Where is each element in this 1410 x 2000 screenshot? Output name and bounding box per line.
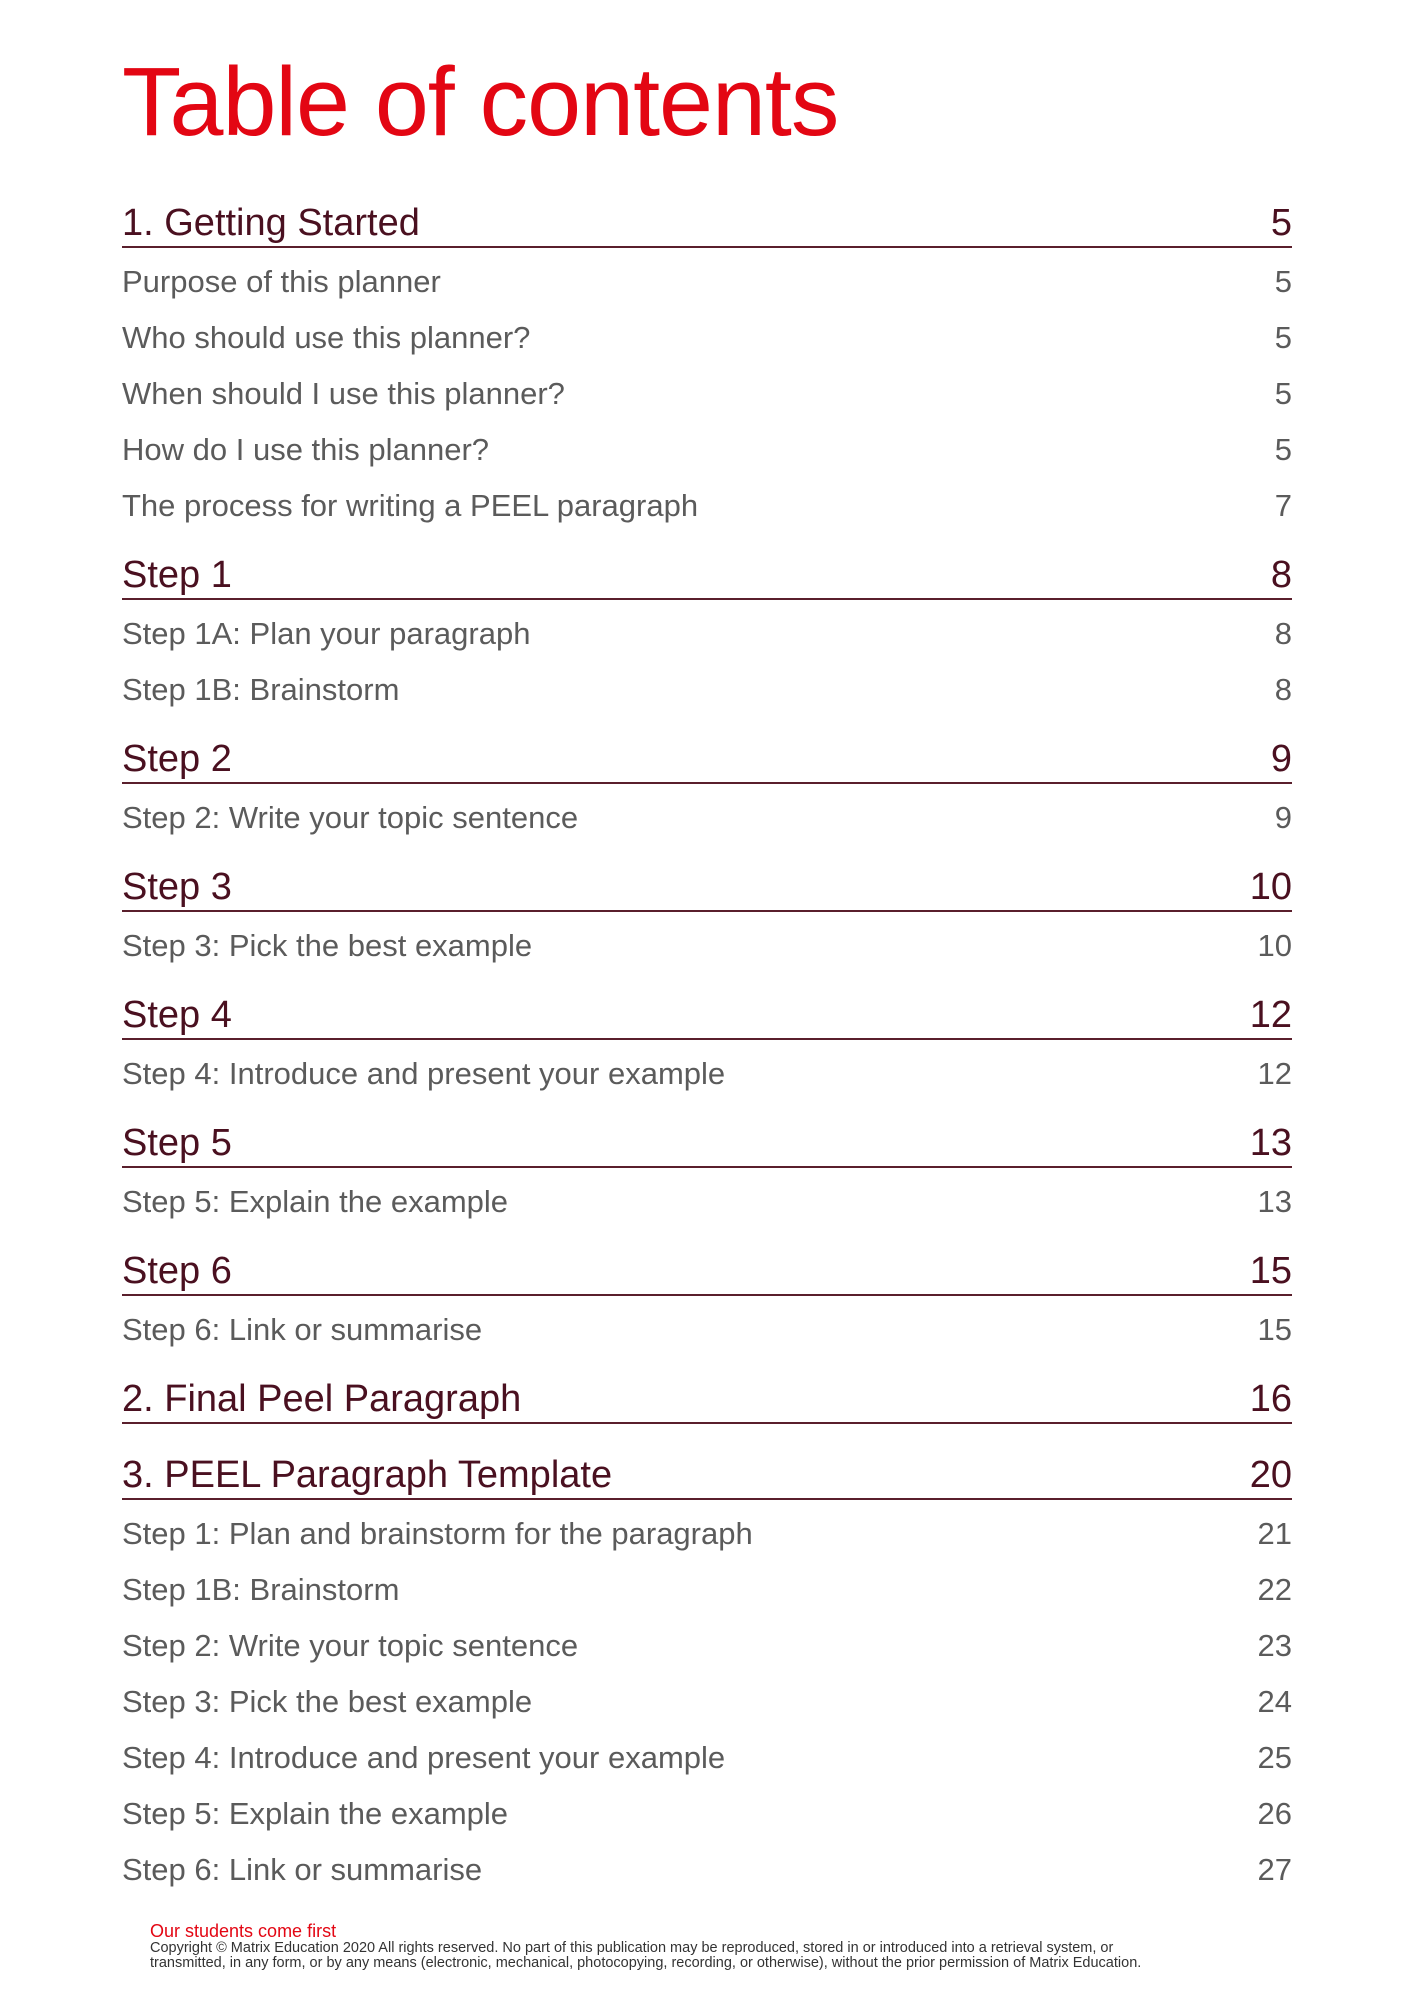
toc-entry[interactable] [122, 1562, 1292, 1618]
toc-subsection-list [122, 254, 1292, 534]
toc-entry[interactable] [122, 478, 1292, 534]
entry-title: When should I use this planner? [122, 376, 565, 411]
entry-page-number: 26 [1257, 1796, 1292, 1831]
entry-page-number: 10 [1257, 928, 1292, 963]
entry-title: Step 5: Explain the example [122, 1796, 509, 1831]
entry-page-number: 24 [1257, 1684, 1292, 1719]
toc-subsection-list [122, 1506, 1292, 1898]
section-title: Step 3 [122, 866, 232, 908]
entry-page-number: 5 [1274, 432, 1292, 467]
entry-title: Step 1: Plan and brainstorm for the paragraph [122, 1516, 753, 1551]
entry-page-number: 13 [1257, 1184, 1292, 1219]
toc-entry[interactable] [122, 366, 1292, 422]
entry-title: Purpose of this planner [122, 264, 441, 299]
toc-section-heading[interactable] [122, 732, 1292, 784]
section-page-number: 8 [1270, 554, 1292, 596]
entry-title: Step 4: Introduce and present your example [122, 1056, 726, 1091]
entry-page-number: 12 [1257, 1056, 1292, 1091]
section-title: 3. PEEL Paragraph Template [122, 1454, 613, 1496]
toc-section-heading[interactable] [122, 1372, 1292, 1424]
section-page-number: 16 [1249, 1378, 1292, 1420]
section-title: 1. Getting Started [122, 202, 420, 244]
toc-subsection-list [122, 1302, 1292, 1358]
toc-entry[interactable] [122, 1506, 1292, 1562]
section-title: Step 4 [122, 994, 232, 1036]
entry-title: Step 3: Pick the best example [122, 928, 533, 963]
toc-entry[interactable] [122, 1618, 1292, 1674]
toc-section-heading[interactable] [122, 988, 1292, 1040]
section-title: Step 1 [122, 554, 232, 596]
entry-page-number: 5 [1274, 264, 1292, 299]
section-title: 2. Final Peel Paragraph [122, 1378, 522, 1420]
toc-section-heading[interactable] [122, 548, 1292, 600]
entry-title: Step 3: Pick the best example [122, 1684, 533, 1719]
section-page-number: 13 [1249, 1122, 1292, 1164]
entry-page-number: 25 [1257, 1740, 1292, 1775]
section-page-number: 20 [1249, 1454, 1292, 1496]
copyright-line-1: Copyright © Matrix Education 2020 All rights reserved. No part of this publication may be reproduced, stored in or introduced into a retrieval system, or [150, 1940, 1114, 1956]
toc-entry[interactable] [122, 918, 1292, 974]
entry-title: Step 5: Explain the example [122, 1184, 509, 1219]
toc-entry[interactable] [122, 606, 1292, 662]
section-page-number: 9 [1270, 738, 1292, 780]
entry-page-number: 23 [1257, 1628, 1292, 1663]
section-page-number: 10 [1249, 866, 1292, 908]
toc-entry[interactable] [122, 1842, 1292, 1898]
entry-title: Step 6: Link or summarise [122, 1852, 483, 1887]
entry-title: Step 4: Introduce and present your example [122, 1740, 726, 1775]
toc-subsection-list [122, 918, 1292, 974]
copyright-line-2: transmitted, in any form, or by any means (electronic, mechanical, photocopying, recording, or otherwise), without the prior permission of Matrix Education. [150, 1955, 1142, 1971]
entry-title: Step 1B: Brainstorm [122, 1572, 400, 1607]
entry-title: Step 1B: Brainstorm [122, 672, 400, 707]
section-title: Step 2 [122, 738, 232, 780]
toc-entry[interactable] [122, 662, 1292, 718]
toc-entry[interactable] [122, 1730, 1292, 1786]
toc-entry[interactable] [122, 1046, 1292, 1102]
toc-entry[interactable] [122, 790, 1292, 846]
entry-title: The process for writing a PEEL paragraph [122, 488, 699, 523]
toc-entry[interactable] [122, 254, 1292, 310]
toc-entry[interactable] [122, 310, 1292, 366]
entry-page-number: 22 [1257, 1572, 1292, 1607]
entry-title: Step 1A: Plan your paragraph [122, 616, 531, 651]
entry-title: Step 2: Write your topic sentence [122, 1628, 579, 1663]
toc-entry[interactable] [122, 1174, 1292, 1230]
section-page-number: 5 [1270, 202, 1292, 244]
entry-page-number: 9 [1274, 800, 1292, 835]
section-page-number: 12 [1249, 994, 1292, 1036]
footer-slogan: Our students come first [150, 1921, 337, 1941]
section-page-number: 15 [1249, 1250, 1292, 1292]
page-title: Table of contents [122, 47, 839, 156]
entry-title: Step 6: Link or summarise [122, 1312, 483, 1347]
toc-entry[interactable] [122, 1302, 1292, 1358]
toc-section-heading[interactable] [122, 860, 1292, 912]
toc-subsection-list [122, 1046, 1292, 1102]
entry-page-number: 27 [1257, 1852, 1292, 1887]
toc-section-heading[interactable] [122, 196, 1292, 248]
toc-subsection-list [122, 790, 1292, 846]
toc-subsection-list [122, 606, 1292, 718]
table-of-contents [122, 196, 1292, 1902]
entry-title: Who should use this planner? [122, 320, 531, 355]
toc-entry[interactable] [122, 422, 1292, 478]
section-title: Step 6 [122, 1250, 232, 1292]
entry-title: Step 2: Write your topic sentence [122, 800, 579, 835]
footer [150, 1921, 1300, 1971]
entry-page-number: 5 [1274, 320, 1292, 355]
entry-page-number: 8 [1274, 672, 1292, 707]
toc-section-heading[interactable] [122, 1116, 1292, 1168]
section-spacer [122, 1424, 1292, 1434]
section-title: Step 5 [122, 1122, 232, 1164]
toc-entry[interactable] [122, 1786, 1292, 1842]
toc-section-heading[interactable] [122, 1244, 1292, 1296]
entry-page-number: 8 [1274, 616, 1292, 651]
entry-page-number: 5 [1274, 376, 1292, 411]
entry-title: How do I use this planner? [122, 432, 490, 467]
entry-page-number: 21 [1257, 1516, 1292, 1551]
toc-entry[interactable] [122, 1674, 1292, 1730]
toc-section-heading[interactable] [122, 1448, 1292, 1500]
entry-page-number: 15 [1257, 1312, 1292, 1347]
entry-page-number: 7 [1274, 488, 1292, 523]
toc-subsection-list [122, 1174, 1292, 1230]
